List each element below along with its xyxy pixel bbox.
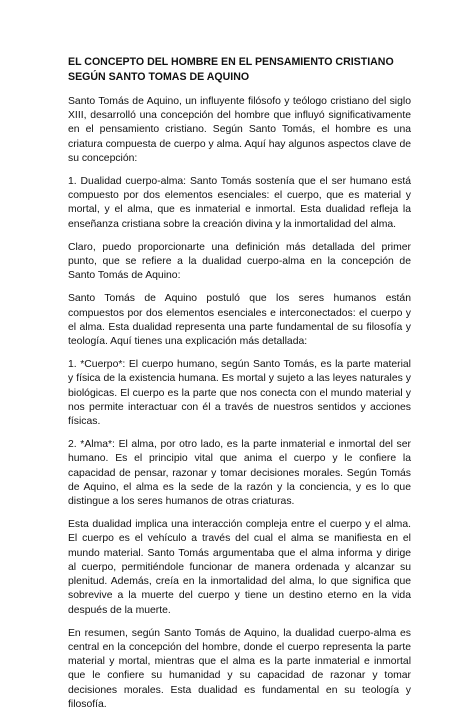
paragraph-intro: Santo Tomás de Aquino, un influyente filósofo y teólogo cristiano del siglo XIII, desarrolló una concepción del hombre que influyó significativamente en el pensamiento cristiano. Según Santo Tomás, el hombre es una criatura compuesta de cuerpo y alma. Aquí hay algunos aspectos clave de su concepción: [68,96,411,164]
paragraph-cuerpo: 1. *Cuerpo*: El cuerpo humano, según Santo Tomás, es la parte material y física de la existencia humana. Es mortal y sujeto a las leyes naturales y biológicas. El cuerpo es la parte que nos conecta con el mundo material y nos permite interactuar con él a través de nuestros sentidos y acciones físicas. [68,359,411,428]
paragraph-dualidad: 1. Dualidad cuerpo-alma: Santo Tomás sostenía que el ser humano está compuesto por dos elementos esenciales: el cuerpo, que es material y mortal, y el alma, que es inmaterial e inmortal. Esta dualidad refleja la enseñanza cristiana sobre la creación divina y la inmortalidad del alma. [68,176,411,230]
paragraph-postulo: Santo Tomás de Aquino postuló que los seres humanos están compuestos por dos elementos esenciales e interconectados: el cuerpo y el alma. Esta dualidad representa una parte fundamental de su filosofía y teología. Aquí tienes una explicación más detallada: [68,293,411,348]
paragraph-resumen: En resumen, según Santo Tomás de Aquino, la dualidad cuerpo-alma es central en la concepción del hombre, donde el cuerpo representa la parte material y mortal, mientras que el alma es la parte inmaterial e inmortal que le confiere su humanidad y su capacidad de razonar y tomar decisiones morales. Esta dualidad es fundamental en su teología y filosofía. [68,627,411,710]
paragraph-alma: 2. *Alma*: El alma, por otro lado, es la parte inmaterial e inmortal del ser humano. Es el principio vital que anima el cuerpo y le confiere la capacidad de pensar, razonar y tomar decisiones morales. Según Tomás de Aquino, el alma es la sede de la razón y la conciencia, y es lo que distingue a los seres humanos de otras criaturas. [68,439,411,508]
document-title: EL CONCEPTO DEL HOMBRE EN EL PENSAMIENTO CRISTIANO SEGÚN SANTO TOMAS DE AQUINO [68,56,394,83]
paragraph-interaccion: Esta dualidad implica una interacción compleja entre el cuerpo y el alma. El cuerpo es el vehículo a través del cual el alma se manifiesta en el mundo material. Santo Tomás argumentaba que el alma informa y dirige al cuerpo, permitiéndole funcionar de manera ordenada y alcanzar su plenitud. Además, creía en la inmortalidad del alma, lo que significa que sobrevive a la muerte del cuerpo y tiene un destino eterno en la vida después de la muerte. [68,519,411,616]
paragraph-claro: Claro, puedo proporcionarte una definición más detallada del primer punto, que se refiere a la dualidad cuerpo-alma en la concepción de Santo Tomás de Aquino: [68,241,411,282]
